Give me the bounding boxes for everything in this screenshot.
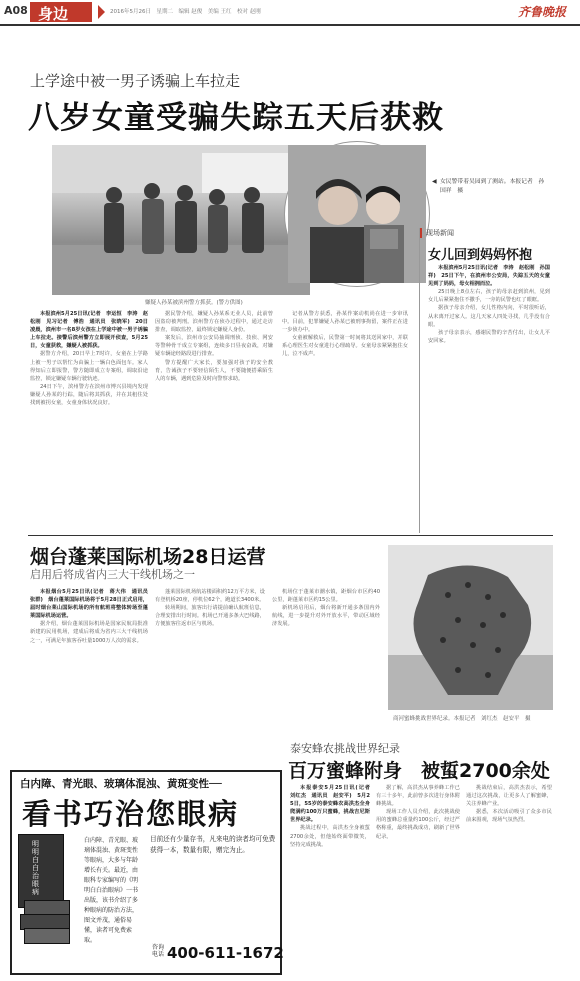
side-p2: 25日晚上8点左右，孩子的母亲赶到滨州，见到女儿后紧紧抱住不撒手，一旁的民警也红了眼眶。 (428, 289, 550, 304)
reunion-photo-caption: 女民警带着吴园到了测站。本报记者 孙国祥 摄 (440, 179, 545, 194)
book-title: 明明白白治眼病 (32, 840, 39, 896)
section-title: 身边 (38, 5, 69, 23)
side-story-title: 女儿回到妈妈怀抱 (428, 248, 533, 263)
newspaper-logo: 齐鲁晚报 (518, 5, 567, 19)
arrest-photo-svg (52, 145, 310, 295)
ad-headline: 看书巧治您眼病 (22, 797, 240, 831)
story1-col1-p3: 24日下午，滨州警方在滨州市博兴县境内发现嫌疑人孙某的行踪，随后将其抓获，并在其租住处找到被拐女童，女童身体状况良好。 (30, 383, 148, 407)
story2-col1-p1: 本报烟台5月25日讯(记者 蒋大伟 通讯员 张群) 烟台蓬莱国际机场将于5月28日正式启用，届时烟台莱山国际机场的所有航班将整体转场至蓬莱国际机场运营。 (30, 589, 154, 620)
side-p3: 据孩子母亲介绍，女儿性格内向，平时很听话，从未离开过家人。这几天家人四处寻找，几乎没有合眼。 (428, 305, 550, 328)
scene-tag: 现场新闻 (426, 229, 454, 237)
ad-body: 白内障、青光眼、玻璃体混浊、黄斑变性等眼病，大多与年龄增长有关。最近，由眼科专家编写的《明明白白治眼病》一书出版，该书介绍了多种眼病的防治方法，图文并茂，通俗易懂，读者可免费索取。 (84, 837, 139, 944)
story3-kicker: 泰安蜂农挑战世界纪录 (290, 742, 400, 755)
story2-headline: 烟台蓬莱国际机场28日运营 (30, 546, 266, 568)
book-4 (24, 928, 70, 944)
story1-headline: 八岁女童受骗失踪五天后获救 (28, 100, 444, 136)
hotline-label: 咨询电话 (152, 944, 165, 958)
story1-col2-p3: 警方提醒广大家长，要加强对孩子的安全教育，告诫孩子不要轻信陌生人，不要随便搭乘陌生人的车辆，遇到危险及时向警察求助。 (155, 359, 273, 382)
book-stack (18, 834, 78, 944)
story3-col1-p1: 本报泰安5月25日讯(记者 刘红杰 通讯员 赵安平) 5月25日，55岁的泰安蜂农高洪杰全身爬满约100万只蜜蜂，挑战吉尼斯世界纪录。 (290, 785, 376, 824)
hotline-number[interactable]: 400-611-1672 (167, 944, 284, 962)
story3-col3-p1: 挑战结束后，高洪杰表示，希望通过这次挑战，让更多人了解蜜蜂，关注养蜂产业。 (466, 785, 552, 808)
ad-body-2: 目前还有少量存书，凡来电的读者均可免费获得一本，数量有限，赠完为止。 (150, 835, 276, 854)
story3-column-3 (466, 784, 552, 976)
arrest-photo (52, 145, 310, 295)
story2-column-1 (30, 588, 154, 768)
story1-col1-p2: 据警方介绍，20日早上7时许，女童在上学路上被一男子以帮忙为由骗上一辆白色面包车。家人得知后立即报警，警方随即成立专案组，调取沿途监控，锁定嫌疑车辆行驶轨迹。 (30, 351, 148, 382)
reunion-photo-svg (288, 145, 426, 283)
story3-col2-p2: 现场工作人员介绍，此次挑战使用的蜜蜂总重量约100公斤，经过严格称重，最终挑战成功，刷新了世界纪录。 (376, 809, 460, 840)
story1-column-1 (30, 310, 148, 530)
story3-column-2 (376, 784, 460, 976)
reunion-photo (285, 142, 429, 286)
story1-col3-p2: 女童被解救后，民警第一时间将其送回家中，并联系心理医生对女童进行心理疏导。女童母亲紧紧抱住女儿，泣不成声。 (282, 335, 408, 358)
page-number: A08 (4, 4, 28, 17)
story3-headline: 百万蜜蜂附身 被蜇2700余处 (288, 760, 550, 782)
side-story-body (428, 264, 550, 530)
story1-kicker: 上学途中被一男子诱骗上车拉走 (30, 72, 241, 90)
side-p4: 孩子母亲表示，感谢民警的辛苦付出，让女儿平安回家。 (428, 329, 550, 344)
bee-man-photo (388, 545, 553, 710)
story1-col2-p2: 案发后，滨州市公安局抽调刑侦、技侦、网安等警种骨干成立专案组，连续多日昼夜奋战，对嫌疑车辆途经路段进行排查。 (155, 335, 273, 358)
page-header (0, 0, 580, 30)
bee-photo-caption: 商河蜜蜂挑战世界纪录。本报记者 刘红杰 赵安平 摄 (393, 716, 531, 722)
story1-column-2 (155, 310, 273, 530)
eye-ad (10, 770, 282, 975)
side-p1: 本报滨州5月25日讯(记者 李涛 赵松刚 孙国祥) 25日下午，在滨州市公安局，失踪五天的女童见到了妈妈，母女相拥而泣。 (428, 265, 550, 288)
story3-col1-p2: 挑战过程中，高洪杰全身被蜇2700余处，但他始终面带微笑，坚持完成挑战。 (290, 825, 370, 848)
story2-subhead: 启用后将成省内三大干线机场之一 (30, 568, 195, 581)
story3-column-1 (290, 784, 376, 976)
story1-col1-p1: 本报滨州5月25日讯(记者 李运恒 李涛 赵松刚 见习记者 傅浩 通讯员 张晓军) 20日凌晨，滨州市一名8岁女孩在上学途中被一男子诱骗上车拉走。接警后滨州警方立即展开侦查，5月25日，女童获救，嫌疑人被抓获。 (30, 311, 148, 350)
story2-col3-p1: 机场位于蓬莱市潮水镇，距烟台市区约40公里，距蓬莱市区约15公里。 (272, 589, 380, 604)
reunion-caption-marker: ◀ (432, 178, 437, 185)
story2-col3-p2: 新机场启用后，烟台将新开通多条国内外航线，进一步提升对外开放水平，带动区域经济发展。 (272, 605, 380, 628)
date-line: 2016年5月26日 星期二 编辑 赵俊 美编 王红 校对 赵刚 (110, 9, 261, 15)
bee-man-photo-svg (388, 545, 553, 710)
story3-col2-p1: 据了解，高洪杰从事养蜂工作已有三十多年，此前曾多次进行身体附蜂挑战。 (376, 785, 460, 808)
story2-col1-p2: 据介绍，烟台蓬莱国际机场是国家民航局批准新建的民用机场，建成后将成为省内三大干线机场之一，可满足年旅客吞吐量1000万人次的需求。 (30, 621, 148, 644)
story1-column-3 (282, 310, 408, 530)
story2-col2-p1: 蓬莱国际机场航站楼面积约12万平方米，设有登机桥20座，停机位62个，跑道长3400米。 (155, 589, 265, 604)
chevron-icon (98, 5, 105, 19)
story2-column-2 (155, 588, 265, 768)
ad-topline: 白内障、青光眼、玻璃体混浊、黄斑变性── (20, 778, 222, 790)
story2-col2-p2: 转场期间，旅客出行请提前确认航班信息，合理安排出行时间。机场已开通多条大巴线路，方便旅客往返市区与机场。 (155, 605, 265, 628)
arrest-photo-caption: 嫌疑人孙某被滨州警方抓获。(警方供图) (145, 300, 243, 306)
story3-col3-p2: 据悉，本次活动吸引了众多市民前来围观，现场气氛热烈。 (466, 809, 552, 824)
story1-col3-p1: 记者从警方获悉，孙某作案动机尚在进一步审讯中。目前，犯罪嫌疑人孙某已被刑事拘留，案件正在进一步侦办中。 (282, 311, 408, 334)
story1-col2-p1: 据民警介绍，嫌疑人孙某系无业人员，此前曾因盗窃被判刑。滨州警方在侦办过程中，通过走访排查，调取监控，最终锁定嫌疑人身份。 (155, 311, 273, 334)
